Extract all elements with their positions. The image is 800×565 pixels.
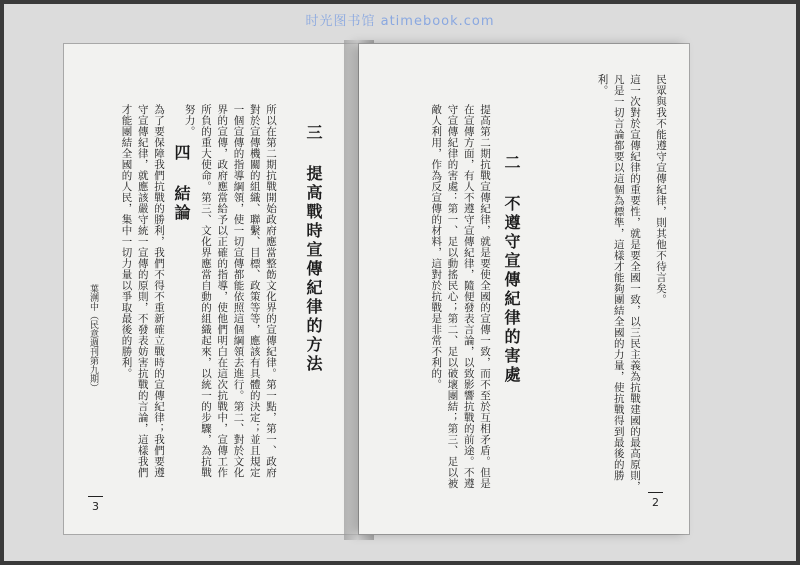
section-three-title: 三 提高戰時宣傳紀律的方法 xyxy=(304,124,323,374)
right-top-text: 民眾與我不能遵守宣傳紀律，則其他不待言矣。 xyxy=(655,74,667,305)
right-page-number: 2 xyxy=(652,496,659,509)
section-three-text: 所以在第二期抗戰開始政府應當整飭文化界的宣傳紀律。第一點，第一、政府對於宣傳機關的組織、聯繫、目標、政策等等，應該有具體的決定；並且規定一個宣傳的指導綱領，使一切宣傳都能依照這個綱領去進行。第二、對於文化界的宣傳，政府應當給予以正確的指導，使他們明白在這次抗戰中，宣傳工作所負的重大使命。第三、文化界應當自動的組織起來，以統一的步驟，為抗戰努力。 xyxy=(183,104,277,478)
author-note: 葉溯中（民意週刊第九期） xyxy=(88,284,98,392)
section-four-text: 為了要保障我們抗戰的勝利，我們不得不重新確立戰時的宣傳紀律；我們要遵守宣傳紀律，就應該嚴守統一宣傳的原則，不發表妨害抗戰的言論，這樣我們才能團結全國的人民，集中一切力量以爭取最後的勝利。 xyxy=(120,104,165,478)
section-two-title: 二 不遵守宣傳紀律的害處 xyxy=(502,154,521,385)
left-page xyxy=(64,44,389,534)
left-page-number: 3 xyxy=(92,500,99,513)
section-four-title: 四 結論 xyxy=(172,144,191,223)
right-page xyxy=(359,44,689,534)
right-intro-text: 這一次對於宣傳紀律的重要性，就是要全國一致，以三民主義為抗戰建國的最高原則，凡是一切言論都要以這個為標準，這樣才能夠團結全國的力量，使抗戰得到最後的勝利。 xyxy=(596,74,641,492)
book-spread xyxy=(4,4,796,561)
watermark-text: 时光图书馆 atimebook.com xyxy=(305,14,495,29)
section-two-text: 提高第二期抗戰宣傳紀律，就是要使全國的宣傳一致，而不至於互相矛盾。但是在宣傳方面，有人不遵守宣傳紀律，隨便發表言論，以致影響抗戰的前途。不遵守宣傳紀律的害處：第一、足以動搖民心；第二、足以破壞團結；第三、足以被敵人利用，作為反宣傳的材料，這對於抗戰是非常不利的。 xyxy=(430,104,491,489)
